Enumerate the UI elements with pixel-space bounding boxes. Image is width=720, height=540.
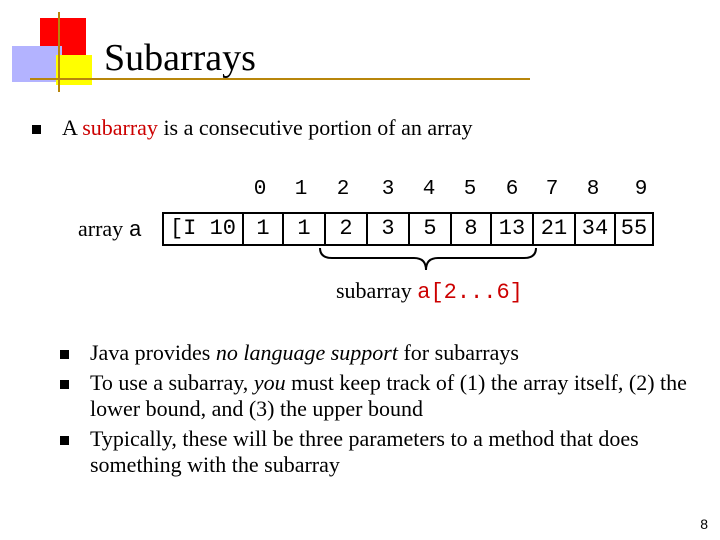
array-index: 6	[505, 178, 519, 201]
title-decoration-vertical-line	[58, 12, 60, 92]
array-cell: 5	[410, 214, 452, 244]
array-cell: 13	[492, 214, 534, 244]
page-number: 8	[700, 516, 708, 532]
list-item-text: for subarrays	[397, 340, 519, 365]
array-cell: 21	[534, 214, 576, 244]
subarray-label-text: subarray	[336, 278, 418, 303]
intro-text	[62, 114, 473, 142]
array-cells	[162, 212, 654, 246]
array-cell: 1	[244, 214, 284, 244]
subarray-brace-icon	[318, 246, 538, 276]
array-label	[78, 216, 142, 243]
list-item	[90, 426, 690, 478]
bullet-list	[90, 340, 690, 482]
bullet-icon	[60, 380, 69, 389]
title-decoration-yellow-square	[56, 55, 92, 85]
intro-highlight: subarray	[82, 115, 158, 140]
array-cell: 2	[326, 214, 368, 244]
array-index: 9	[634, 178, 648, 201]
array-index: 7	[545, 178, 559, 201]
list-item-text: Java provides	[90, 340, 216, 365]
array-index: 0	[253, 178, 267, 201]
list-item-emphasis: no language support	[215, 340, 398, 365]
array-label-text: array	[78, 216, 129, 241]
array-index: 3	[381, 178, 395, 201]
array-cell: 3	[368, 214, 410, 244]
array-cell: 1	[284, 214, 326, 244]
array-index: 1	[294, 178, 308, 201]
array-index: 8	[586, 178, 600, 201]
title-decoration-purple-square	[12, 46, 62, 82]
bullet-icon	[60, 350, 69, 359]
list-item	[90, 370, 690, 422]
subarray-code: a[2...6]	[417, 280, 523, 305]
subarray-label	[336, 278, 523, 305]
array-name: a	[128, 218, 142, 243]
intro-text-post: is a consecutive portion of an array	[157, 115, 473, 140]
array-cell: 34	[576, 214, 616, 244]
bullet-icon	[32, 125, 41, 134]
list-item-text: Typically, these will be three parameters to a method that does something with the subarray	[90, 426, 639, 477]
list-item-text: must keep track of (1) the array itself, (2) the lower bound, and (3) the upper bound	[90, 370, 687, 421]
bullet-icon	[60, 436, 69, 445]
list-item	[90, 340, 690, 366]
array-index: 5	[463, 178, 477, 201]
array-cell: 8	[452, 214, 492, 244]
array-header-cell: [I 10	[164, 214, 244, 244]
slide-title: Subarrays	[104, 37, 256, 79]
list-item-emphasis: you	[253, 370, 286, 395]
array-index: 2	[336, 178, 350, 201]
intro-text-pre: A	[62, 115, 83, 140]
array-index: 4	[422, 178, 436, 201]
list-item-text: To use a subarray,	[90, 370, 254, 395]
array-cell: 55	[620, 216, 648, 241]
